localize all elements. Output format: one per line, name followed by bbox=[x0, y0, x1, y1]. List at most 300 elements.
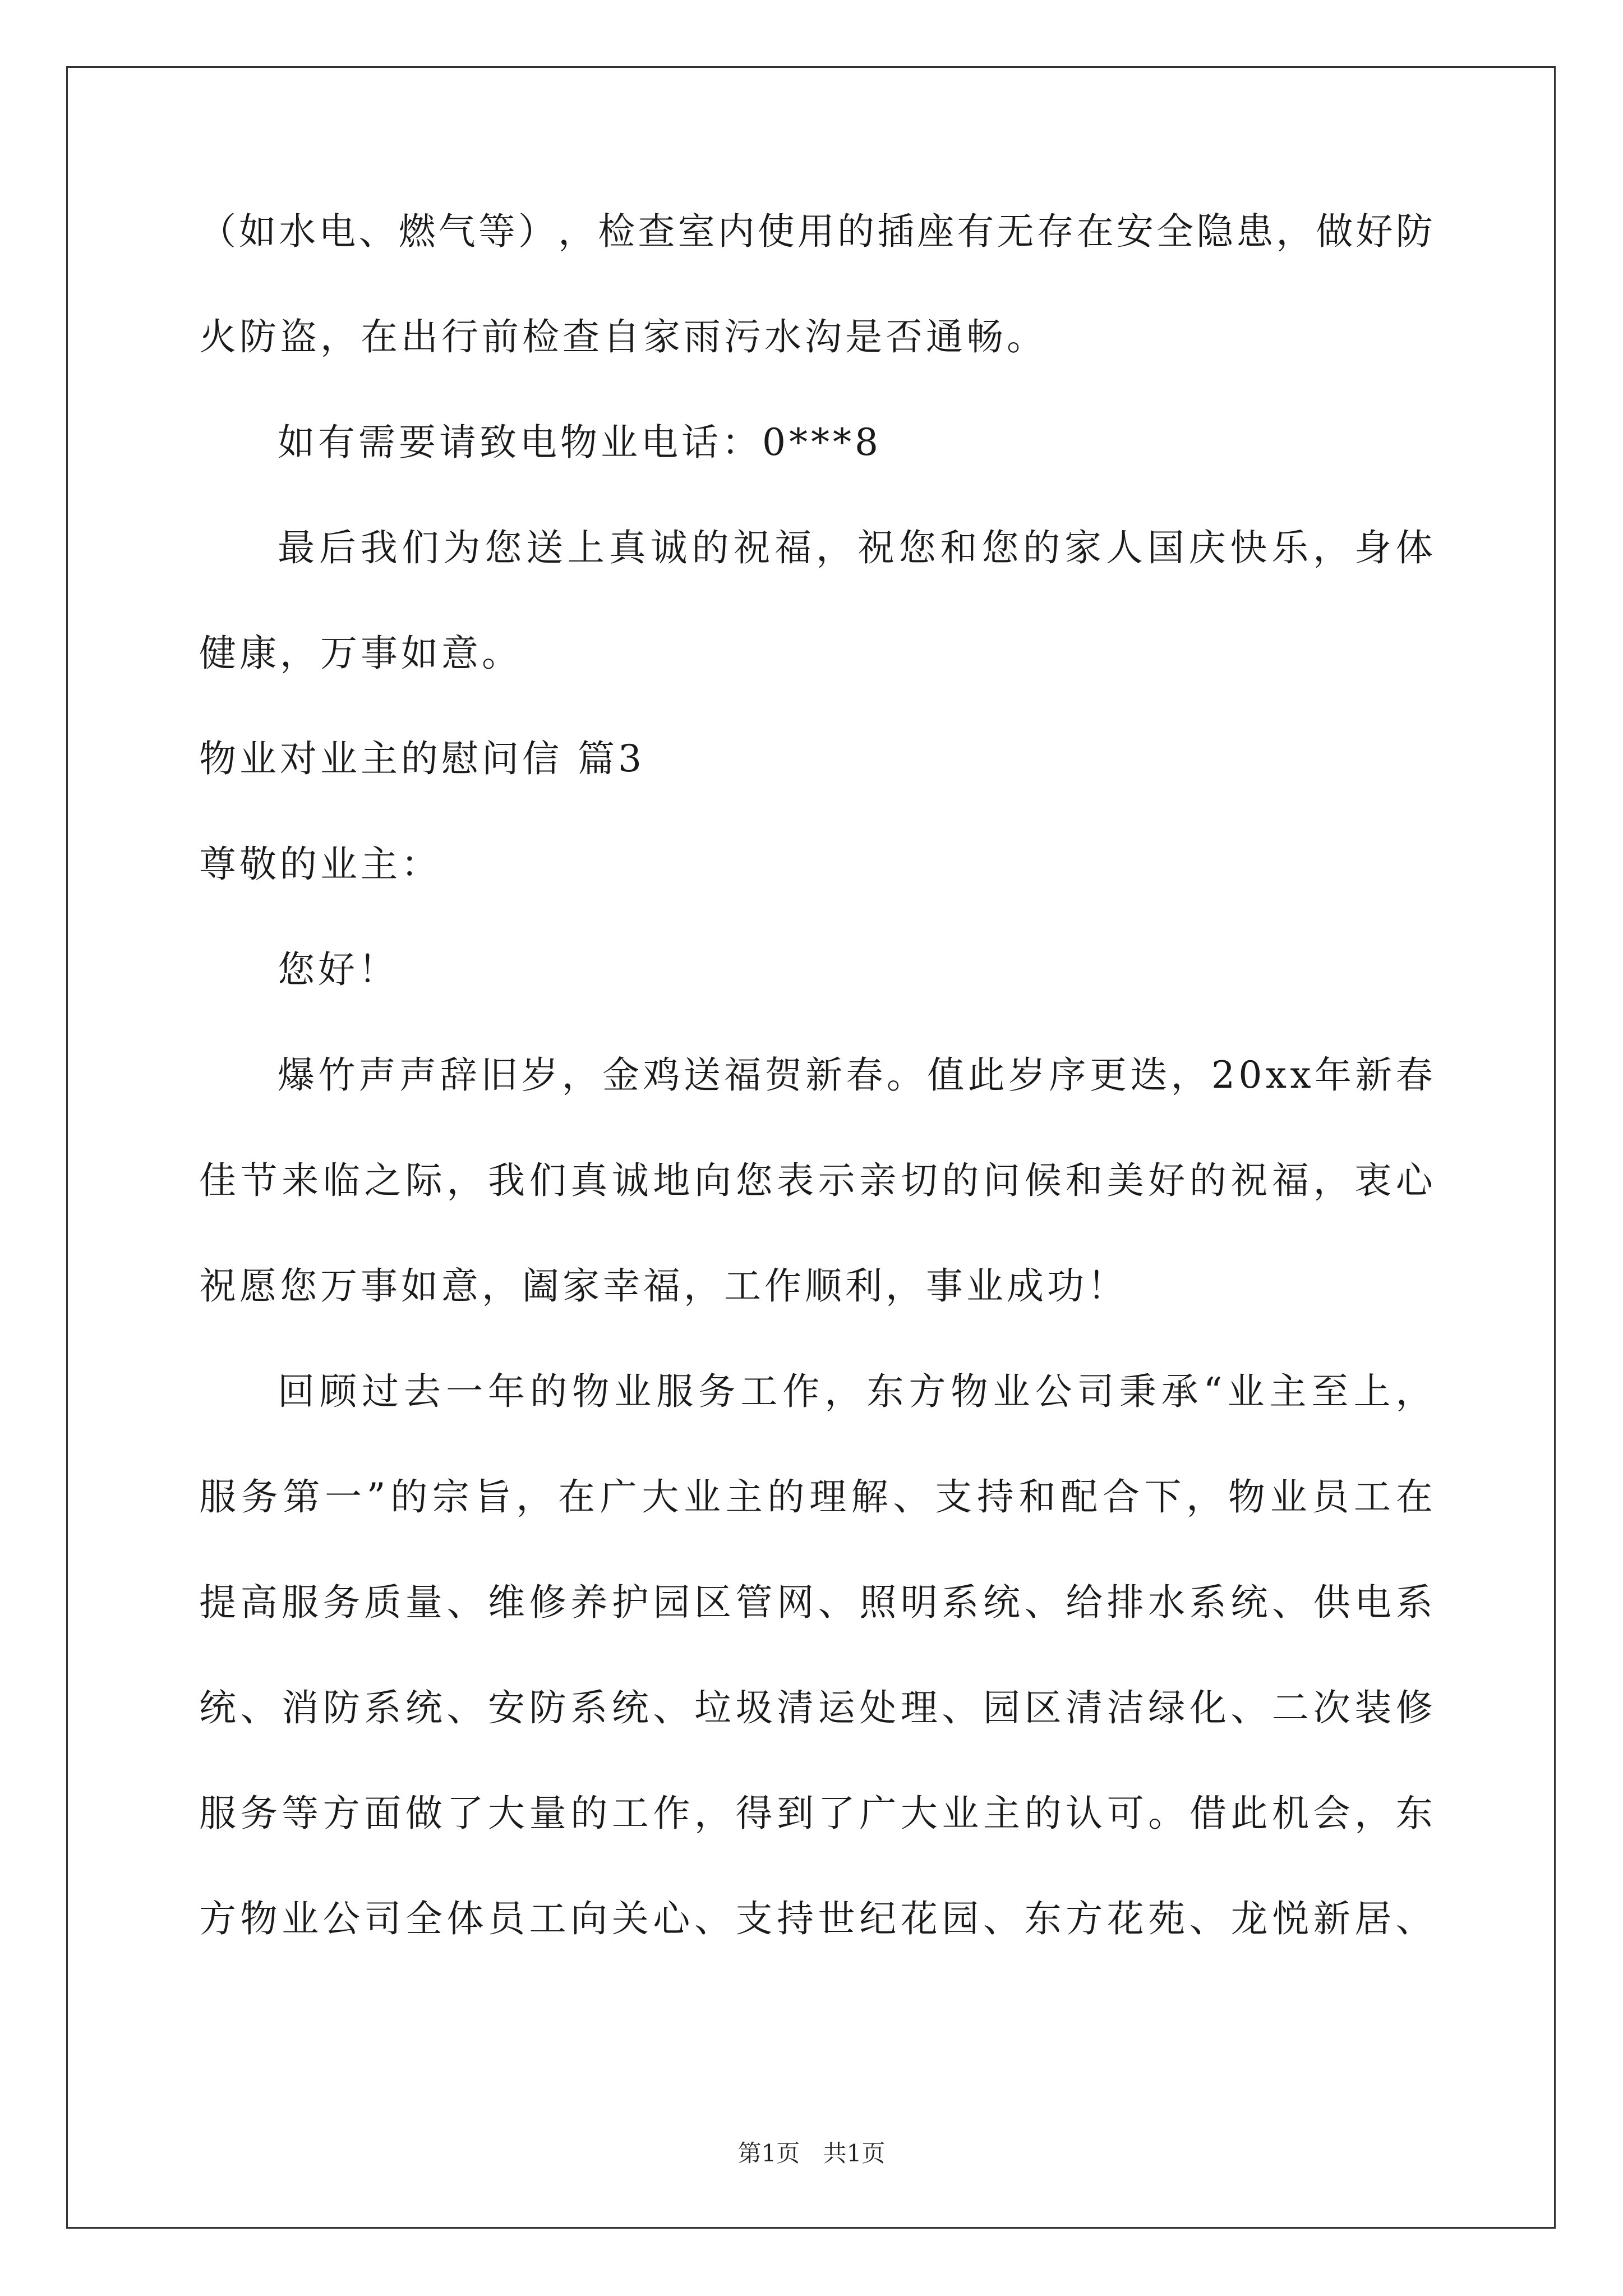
text-char: 向 bbox=[570, 1897, 608, 1940]
text-char: 的 bbox=[942, 1159, 979, 1202]
text-char: 去 bbox=[404, 1370, 441, 1413]
text-char: 岁 bbox=[1008, 1053, 1046, 1097]
text-char: ， bbox=[446, 1159, 484, 1202]
text-char: 大 bbox=[900, 1792, 938, 1835]
text-char: 的 bbox=[570, 1792, 608, 1835]
text-char: 地 bbox=[653, 1159, 690, 1202]
text-char: 无 bbox=[997, 210, 1034, 253]
text-char: 、 bbox=[446, 1686, 484, 1729]
text-char: 有 bbox=[957, 210, 994, 253]
text-char: 等 bbox=[478, 210, 515, 253]
text-char: 服 bbox=[199, 1475, 236, 1519]
text-char: 过 bbox=[362, 1370, 399, 1413]
text-char: ， bbox=[694, 1792, 731, 1835]
text-char: 示 bbox=[818, 1159, 855, 1202]
text-char: 物 bbox=[1228, 1475, 1265, 1519]
text-char: 务 bbox=[322, 1581, 360, 1624]
text-char: 患 bbox=[1236, 210, 1274, 253]
text-char: 气 bbox=[438, 210, 476, 253]
text-char: 量 bbox=[529, 1792, 566, 1835]
text-char: 东 bbox=[866, 1370, 904, 1413]
text-char: 处 bbox=[859, 1686, 897, 1729]
text-char: 、 bbox=[942, 1686, 979, 1729]
page-number-total: 共1页 bbox=[823, 2139, 886, 2167]
text-char: 承 bbox=[1161, 1370, 1198, 1413]
text-line bbox=[199, 1475, 1433, 1519]
text-char: 好 bbox=[1355, 210, 1393, 253]
text-char: 一 bbox=[446, 1370, 483, 1413]
text-line bbox=[199, 1159, 1433, 1202]
text-char: 龙 bbox=[1230, 1897, 1268, 1940]
text-char: ， bbox=[815, 526, 853, 569]
text-char: 系 bbox=[942, 1581, 979, 1624]
text-char: 物 bbox=[572, 1370, 610, 1413]
text-char: 您 bbox=[898, 526, 936, 569]
text-line: 健康，万事如意。 bbox=[199, 632, 522, 675]
text-char: 护 bbox=[611, 1581, 649, 1624]
text-char: 如 bbox=[239, 210, 276, 253]
text-char: 。 bbox=[1148, 1792, 1186, 1835]
text-char: 员 bbox=[1312, 1475, 1349, 1519]
text-char: 送 bbox=[683, 1053, 721, 1097]
text-char: 广 bbox=[859, 1792, 897, 1835]
text-char: 理 bbox=[900, 1686, 938, 1729]
text-char: 春 bbox=[1395, 1053, 1433, 1097]
text-char: 年 bbox=[488, 1370, 525, 1413]
text-char: 旧 bbox=[480, 1053, 518, 1097]
text-char: 防 bbox=[529, 1686, 566, 1729]
text-char: 新 bbox=[1313, 1897, 1350, 1940]
text-char: 防 bbox=[322, 1686, 360, 1729]
text-char: 工 bbox=[1354, 1475, 1391, 1519]
text-char: 面 bbox=[364, 1792, 402, 1835]
text-char: 运 bbox=[818, 1686, 855, 1729]
text-char: 际 bbox=[405, 1159, 442, 1202]
text-char: 您 bbox=[485, 526, 522, 569]
text-char: 主 bbox=[725, 1475, 763, 1519]
text-char: 务 bbox=[240, 1792, 278, 1835]
text-char: 的 bbox=[837, 210, 874, 253]
text-char: 此 bbox=[1230, 1792, 1268, 1835]
text-char: 理 bbox=[809, 1475, 847, 1519]
text-char: ， bbox=[1276, 210, 1313, 253]
text-char: 工 bbox=[611, 1792, 649, 1835]
text-char: 。 bbox=[886, 1053, 924, 1097]
text-char: 、 bbox=[818, 1581, 855, 1624]
text-char: 查 bbox=[638, 210, 675, 253]
text-char: 的 bbox=[1024, 1792, 1062, 1835]
text-char: 美 bbox=[1106, 1159, 1144, 1202]
text-char: 、 bbox=[893, 1475, 930, 1519]
text-char: 存 bbox=[1036, 210, 1074, 253]
text-char: 鸡 bbox=[643, 1053, 680, 1097]
page-footer bbox=[0, 2135, 1623, 2169]
text-char: 乐 bbox=[1271, 526, 1309, 569]
text-char: 管 bbox=[735, 1581, 773, 1624]
text-char: 年 bbox=[1315, 1053, 1352, 1097]
text-char: 声 bbox=[358, 1053, 396, 1097]
text-char: 系 bbox=[1395, 1581, 1433, 1624]
text-char: 悦 bbox=[1272, 1897, 1310, 1940]
text-char: 洁 bbox=[1106, 1686, 1144, 1729]
text-char: 合 bbox=[1102, 1475, 1140, 1519]
text-char: 养 bbox=[570, 1581, 608, 1624]
text-char: 给 bbox=[1066, 1581, 1103, 1624]
text-char: 体 bbox=[1395, 526, 1433, 569]
text-char: 认 bbox=[1066, 1792, 1103, 1835]
text-char: 和 bbox=[1066, 1159, 1103, 1202]
text-char: 业 bbox=[1270, 1475, 1307, 1519]
text-char: 您 bbox=[735, 1159, 773, 1202]
text-char: 明 bbox=[900, 1581, 938, 1624]
text-char: 得 bbox=[735, 1792, 773, 1835]
text-char: 顾 bbox=[320, 1370, 357, 1413]
text-char: x bbox=[1265, 1053, 1287, 1097]
text-char: 苑 bbox=[1148, 1897, 1186, 1940]
text-char: ， bbox=[824, 1370, 862, 1413]
text-char: 下 bbox=[1144, 1475, 1182, 1519]
text-char: 修 bbox=[529, 1581, 566, 1624]
text-char: 心 bbox=[1395, 1159, 1433, 1202]
text-char: 后 bbox=[319, 526, 356, 569]
text-char: 供 bbox=[1313, 1581, 1350, 1624]
text-char: 物 bbox=[951, 1370, 988, 1413]
text-char: 衷 bbox=[1354, 1159, 1392, 1202]
text-line bbox=[199, 1897, 1433, 1940]
text-char: 到 bbox=[777, 1792, 814, 1835]
page-number-current: 第1页 bbox=[737, 2139, 800, 2167]
text-char: 检 bbox=[598, 210, 635, 253]
text-char: 和 bbox=[940, 526, 978, 569]
text-char: 福 bbox=[774, 526, 812, 569]
text-char: 园 bbox=[653, 1581, 690, 1624]
text-char: 、 bbox=[694, 1897, 731, 1940]
text-char: 统 bbox=[983, 1581, 1020, 1624]
text-char: 统 bbox=[405, 1686, 442, 1729]
text-line: 祝愿您万事如意，阖家幸福，工作顺利，事业成功！ bbox=[199, 1264, 1128, 1308]
text-char: 至 bbox=[1311, 1370, 1349, 1413]
text-char: 金 bbox=[602, 1053, 640, 1097]
text-char: 员 bbox=[488, 1897, 525, 1940]
text-char: 系 bbox=[364, 1686, 402, 1729]
text-char: 网 bbox=[777, 1581, 814, 1624]
text-char: 上 bbox=[567, 526, 605, 569]
text-char: 大 bbox=[642, 1475, 679, 1519]
text-char: 了 bbox=[446, 1792, 484, 1835]
text-char: 插 bbox=[877, 210, 915, 253]
text-char: 隐 bbox=[1196, 210, 1234, 253]
text-char: 全 bbox=[1156, 210, 1193, 253]
text-char: 做 bbox=[405, 1792, 442, 1835]
text-char: 清 bbox=[777, 1686, 814, 1729]
text-char: 新 bbox=[805, 1053, 843, 1097]
text-char: 维 bbox=[488, 1581, 525, 1624]
text-char: 福 bbox=[1272, 1159, 1310, 1202]
text-char: 上 bbox=[1353, 1370, 1391, 1413]
text-char: 园 bbox=[983, 1686, 1020, 1729]
text-line: 火防盗，在出行前检查自家雨污水沟是否通畅。 bbox=[199, 315, 1047, 358]
text-char: 二 bbox=[1272, 1686, 1310, 1729]
text-char: 关 bbox=[611, 1897, 649, 1940]
text-char: 此 bbox=[967, 1053, 1005, 1097]
text-char: 们 bbox=[529, 1159, 566, 1202]
text-char: 区 bbox=[694, 1581, 731, 1624]
text-char: 燃 bbox=[398, 210, 436, 253]
text-char: 统 bbox=[1230, 1581, 1268, 1624]
text-char: 的 bbox=[767, 1475, 805, 1519]
text-char: 临 bbox=[322, 1159, 360, 1202]
text-char: 系 bbox=[570, 1686, 608, 1729]
text-char: 支 bbox=[935, 1475, 972, 1519]
text-char: 最 bbox=[278, 526, 315, 569]
text-char: 化 bbox=[1189, 1686, 1227, 1729]
text-char: 了 bbox=[818, 1792, 855, 1835]
text-char: 主 bbox=[983, 1792, 1020, 1835]
text-char: 居 bbox=[1354, 1897, 1392, 1940]
text-char: 等 bbox=[282, 1792, 319, 1835]
text-char: 圾 bbox=[735, 1686, 773, 1729]
text-char: ， bbox=[1395, 1370, 1433, 1413]
text-char: 作 bbox=[782, 1370, 820, 1413]
text-char: 来 bbox=[282, 1159, 319, 1202]
text-line: 尊敬的业主： bbox=[199, 843, 441, 886]
text-char: 、 bbox=[1395, 1897, 1433, 1940]
text-line bbox=[199, 210, 1433, 253]
text-char: 可 bbox=[1106, 1792, 1144, 1835]
text-char: ， bbox=[561, 1053, 599, 1097]
text-char: 真 bbox=[570, 1159, 608, 1202]
text-char: 竹 bbox=[318, 1053, 356, 1097]
text-char: 高 bbox=[240, 1581, 278, 1624]
text-char: 质 bbox=[364, 1581, 402, 1624]
text-char: 、 bbox=[653, 1686, 690, 1729]
text-line: 如有需要请致电物业电话：0***8 bbox=[278, 421, 882, 464]
text-char: 的 bbox=[390, 1475, 428, 1519]
text-char: 司 bbox=[364, 1897, 402, 1940]
text-char: 庆 bbox=[1188, 526, 1226, 569]
text-char: 服 bbox=[282, 1581, 319, 1624]
text-char: 诚 bbox=[650, 526, 688, 569]
text-char: 佳 bbox=[199, 1159, 236, 1202]
text-char: 安 bbox=[488, 1686, 525, 1729]
text-char: 水 bbox=[1148, 1581, 1186, 1624]
text-char: 问 bbox=[983, 1159, 1020, 1202]
text-char: 方 bbox=[1066, 1897, 1103, 1940]
text-char: 区 bbox=[1024, 1686, 1062, 1729]
text-char: 量 bbox=[405, 1581, 442, 1624]
text-char: 宗 bbox=[432, 1475, 469, 1519]
text-char: 亲 bbox=[859, 1159, 897, 1202]
text-char: 快 bbox=[1230, 526, 1267, 569]
text-char: 方 bbox=[199, 1897, 236, 1940]
text-char: 的 bbox=[530, 1370, 568, 1413]
text-char: 次 bbox=[1313, 1686, 1350, 1729]
text-char: ， bbox=[1170, 1053, 1208, 1097]
text-char: 全 bbox=[405, 1897, 442, 1940]
text-char: 值 bbox=[927, 1053, 965, 1097]
text-char: 、 bbox=[1230, 1686, 1268, 1729]
text-char: 更 bbox=[1089, 1053, 1127, 1097]
text-char: 真 bbox=[608, 526, 646, 569]
text-line bbox=[199, 1370, 1433, 1413]
text-char: 序 bbox=[1049, 1053, 1086, 1097]
text-char: 诚 bbox=[611, 1159, 649, 1202]
text-line bbox=[199, 526, 1433, 569]
text-char: 业 bbox=[1227, 1370, 1265, 1413]
text-char: 照 bbox=[859, 1581, 897, 1624]
text-char: 大 bbox=[488, 1792, 525, 1835]
text-char: 我 bbox=[360, 526, 398, 569]
text-char: 业 bbox=[993, 1370, 1030, 1413]
text-char: 向 bbox=[694, 1159, 731, 1202]
text-char: 业 bbox=[942, 1792, 979, 1835]
text-char: 公 bbox=[322, 1897, 360, 1940]
document-body bbox=[199, 210, 1433, 2006]
text-line bbox=[199, 1792, 1433, 1835]
text-char: 系 bbox=[1189, 1581, 1227, 1624]
text-char: “ bbox=[1203, 1370, 1223, 1413]
text-char: 、 bbox=[446, 1581, 484, 1624]
text-char: 花 bbox=[900, 1897, 938, 1940]
text-char: ” bbox=[366, 1475, 386, 1519]
text-char: 、 bbox=[1272, 1581, 1310, 1624]
text-char: 春 bbox=[846, 1053, 883, 1097]
text-char: 内 bbox=[717, 210, 755, 253]
text-char: 爆 bbox=[278, 1053, 315, 1097]
text-line bbox=[199, 1581, 1433, 1624]
text-char: 在 bbox=[557, 1475, 595, 1519]
text-char: 送 bbox=[526, 526, 564, 569]
text-char: 用 bbox=[797, 210, 834, 253]
text-char: 、 bbox=[1024, 1581, 1062, 1624]
text-char: 2 bbox=[1211, 1053, 1235, 1097]
text-char: 贺 bbox=[764, 1053, 802, 1097]
text-char: 国 bbox=[1147, 526, 1184, 569]
text-char: 支 bbox=[735, 1897, 773, 1940]
text-char: 岁 bbox=[521, 1053, 559, 1097]
text-char: 服 bbox=[199, 1792, 236, 1835]
text-char: 们 bbox=[402, 526, 439, 569]
text-char: 候 bbox=[1024, 1159, 1062, 1202]
text-line bbox=[199, 1053, 1433, 1097]
text-char: 一 bbox=[325, 1475, 362, 1519]
text-line: 物业对业主的慰问信 篇3 bbox=[199, 737, 645, 780]
text-char: 、 bbox=[240, 1686, 278, 1729]
text-char: 秉 bbox=[1119, 1370, 1156, 1413]
text-char: 辞 bbox=[440, 1053, 477, 1097]
text-char: 园 bbox=[942, 1897, 979, 1940]
text-char: 解 bbox=[851, 1475, 888, 1519]
text-line bbox=[199, 1686, 1433, 1729]
text-char: 务 bbox=[241, 1475, 278, 1519]
text-char: 体 bbox=[446, 1897, 484, 1940]
text-char: 福 bbox=[724, 1053, 762, 1097]
text-char: 之 bbox=[364, 1159, 402, 1202]
text-char: 配 bbox=[1061, 1475, 1098, 1519]
text-char: 人 bbox=[1105, 526, 1143, 569]
text-char: 旨 bbox=[474, 1475, 511, 1519]
text-char: 祝 bbox=[733, 526, 771, 569]
text-char: 统 bbox=[199, 1686, 236, 1729]
text-char: 业 bbox=[684, 1475, 721, 1519]
text-char: 东 bbox=[1395, 1792, 1433, 1835]
text-char: 垃 bbox=[694, 1686, 731, 1729]
text-char: 身 bbox=[1354, 526, 1391, 569]
text-char: 座 bbox=[917, 210, 955, 253]
text-char: 和 bbox=[1018, 1475, 1056, 1519]
text-char: ， bbox=[1354, 1792, 1392, 1835]
text-char: 电 bbox=[1354, 1581, 1392, 1624]
text-char: 新 bbox=[1355, 1053, 1393, 1097]
text-char: 祝 bbox=[857, 526, 895, 569]
text-line: 您好！ bbox=[278, 948, 399, 991]
text-char: 纪 bbox=[859, 1897, 897, 1940]
text-char: 务 bbox=[698, 1370, 736, 1413]
text-char: 为 bbox=[443, 526, 481, 569]
text-char: 电 bbox=[319, 210, 356, 253]
text-char: x bbox=[1290, 1053, 1311, 1097]
text-char: 迭 bbox=[1130, 1053, 1168, 1097]
text-char: 表 bbox=[777, 1159, 814, 1202]
text-char: 业 bbox=[614, 1370, 652, 1413]
text-char: 司 bbox=[1077, 1370, 1114, 1413]
text-char: 修 bbox=[1395, 1686, 1433, 1729]
text-char: ， bbox=[1186, 1475, 1224, 1519]
text-char: 安 bbox=[1116, 210, 1154, 253]
text-char: 切 bbox=[900, 1159, 938, 1202]
text-char: ） bbox=[518, 210, 555, 253]
text-char: 水 bbox=[279, 210, 316, 253]
text-char: 机 bbox=[1272, 1792, 1310, 1835]
text-char: 在 bbox=[1395, 1475, 1433, 1519]
text-char: 防 bbox=[1395, 210, 1433, 253]
text-char: 主 bbox=[1269, 1370, 1307, 1413]
text-char: 物 bbox=[240, 1897, 278, 1940]
text-char: 服 bbox=[656, 1370, 694, 1413]
text-char: （ bbox=[199, 210, 236, 253]
text-char: 、 bbox=[1189, 1897, 1227, 1940]
text-char: 作 bbox=[653, 1792, 690, 1835]
text-char: 的 bbox=[691, 526, 729, 569]
text-char: 节 bbox=[240, 1159, 278, 1202]
text-char: 绿 bbox=[1148, 1686, 1186, 1729]
text-char: 使 bbox=[757, 210, 795, 253]
text-char: 室 bbox=[677, 210, 715, 253]
text-char: ， bbox=[1313, 1159, 1350, 1202]
text-char: 消 bbox=[282, 1686, 319, 1729]
text-char: 祝 bbox=[1230, 1159, 1268, 1202]
text-char: 会 bbox=[1313, 1792, 1350, 1835]
text-char: 、 bbox=[983, 1897, 1020, 1940]
text-char: 的 bbox=[1189, 1159, 1227, 1202]
text-char: 在 bbox=[1076, 210, 1114, 253]
text-char: ， bbox=[1313, 526, 1350, 569]
text-char: 排 bbox=[1106, 1581, 1144, 1624]
text-char: ， bbox=[558, 210, 596, 253]
text-char: 方 bbox=[322, 1792, 360, 1835]
text-char: 家 bbox=[1064, 526, 1102, 569]
text-char: 0 bbox=[1238, 1053, 1262, 1097]
text-char: 世 bbox=[818, 1897, 855, 1940]
text-char: 持 bbox=[777, 1897, 814, 1940]
text-char: 东 bbox=[1024, 1897, 1062, 1940]
text-char: 心 bbox=[653, 1897, 690, 1940]
text-char: 持 bbox=[976, 1475, 1014, 1519]
text-char: 、 bbox=[358, 210, 396, 253]
text-char: 工 bbox=[529, 1897, 566, 1940]
text-char: 广 bbox=[600, 1475, 637, 1519]
text-char: 回 bbox=[278, 1370, 315, 1413]
